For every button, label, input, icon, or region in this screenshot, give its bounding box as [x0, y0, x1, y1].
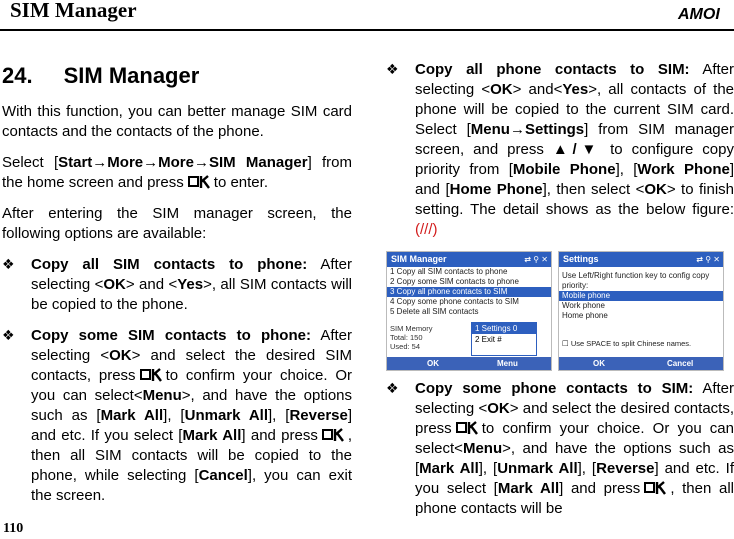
split-names-checkbox: ☐ Use SPACE to split Chinese names.	[562, 339, 692, 348]
section-title: SIM Manager	[63, 63, 200, 88]
page-number: 110	[3, 521, 24, 536]
screenshot-figure	[386, 251, 722, 369]
after-paragraph: After entering the SIM manager screen, the following options are available:	[2, 205, 352, 242]
bullet-copy-all-sim: ❖ Copy all SIM contacts to phone: After selecting <OK> and <Yes>, all SIM contacts will be copied to the phone.	[2, 256, 353, 313]
left-column	[2, 62, 352, 517]
priority-item: Home phone	[562, 311, 608, 320]
ok-key-icon	[456, 421, 478, 435]
softkey-bar: OK Cancel	[559, 357, 723, 370]
softkey-bar: OK Menu	[387, 357, 551, 370]
diamond-bullet-icon: ❖	[2, 257, 15, 273]
menu-item: 5 Delete all SIM contacts	[390, 307, 479, 316]
ok-key-icon	[644, 481, 666, 495]
intro-paragraph: With this function, you can better manage SIM card contacts and the contacts of the phone.	[2, 103, 352, 140]
sim-manager-screen	[386, 251, 552, 371]
page-header	[0, 0, 734, 26]
priority-item: Work phone	[562, 301, 605, 310]
section-heading	[2, 62, 352, 90]
ok-key-icon	[140, 368, 162, 382]
ok-key-icon	[322, 428, 344, 442]
screen-title-bar: SIM Manager ⇄ ⚲ ✕	[387, 252, 551, 267]
bullet-copy-some-phone: ❖ Copy some phone contacts to SIM: After selecting <OK> and select the desired contacts, press to confirm your choice. Or you can select<Menu>, and have the options such as [Mark All], [Unmark All], [Reverse] and etc. If you select [Mark All] and press , then all phone contacts will be	[386, 380, 734, 517]
diamond-bullet-icon: ❖	[386, 381, 399, 397]
diamond-bullet-icon: ❖	[386, 62, 399, 78]
bullet-copy-all-phone: ❖ Copy all phone contacts to SIM: After selecting <OK> and<Yes>, all contacts of the phone will be copied to the current SIM card. Select [Menu→Settings] from SIM manager screen, and press ▲/▼ to configure copy priority from [Mobile Phone], [Work Phone] and [Home Phone], then select <OK> to finish setting. The detail shows as the below figure: (///)	[386, 61, 734, 238]
context-menu-popup	[471, 322, 537, 356]
ok-key-icon	[188, 175, 210, 189]
menu-item: 1 Copy all SIM contacts to phone	[390, 267, 508, 276]
instruction-line: priority:	[562, 281, 589, 290]
signal-icon: ⇄ ⚲ ✕	[696, 255, 720, 264]
amoi-logo	[676, 5, 728, 21]
popup-item: 2 Exit #	[475, 335, 502, 344]
menu-path: Start→More→More→SIM Manager	[58, 154, 308, 171]
bullet-copy-some-sim: ❖ Copy some SIM contacts to phone: After selecting <OK> and select the desired SIM contacts, press to confirm your choice. Or you can select<Menu>, and have the options such as [Mark All], [Unmark All], [Reverse] and etc. If you select [Mark All] and press , then all SIM contacts will be copied to the phone, while selecting [Cancel], you can exit the screen.	[2, 327, 353, 504]
priority-item-selected: Mobile phone	[559, 291, 723, 301]
logo-text: AMOI	[678, 6, 720, 21]
signal-icon: ⇄ ⚲ ✕	[524, 255, 548, 264]
menu-item-selected: 3 Copy all phone contacts to SIM	[387, 287, 551, 297]
menu-item: 4 Copy some phone contacts to SIM	[390, 297, 519, 306]
menu-item: 2 Copy some SIM contacts to phone	[390, 277, 519, 286]
popup-item: 1 Settings 0	[472, 323, 536, 334]
diamond-bullet-icon: ❖	[2, 328, 15, 344]
up-down-arrows: ▲/▼	[552, 141, 602, 158]
instruction-line: Use Left/Right function key to config copy	[562, 271, 710, 280]
settings-screen	[558, 251, 724, 371]
screen-title-bar: Settings ⇄ ⚲ ✕	[559, 252, 723, 267]
right-column	[386, 60, 734, 530]
sim-memory-info: SIM Memory Total: 150 Used: 54	[390, 324, 433, 351]
section-number: 24.	[2, 63, 33, 88]
select-paragraph: Select [Start→More→More→SIM Manager] from the home screen and press to enter.	[2, 154, 352, 191]
header-rule	[0, 29, 734, 31]
running-title: SIM Manager	[10, 0, 137, 22]
figure-marker: (///)	[415, 221, 438, 238]
